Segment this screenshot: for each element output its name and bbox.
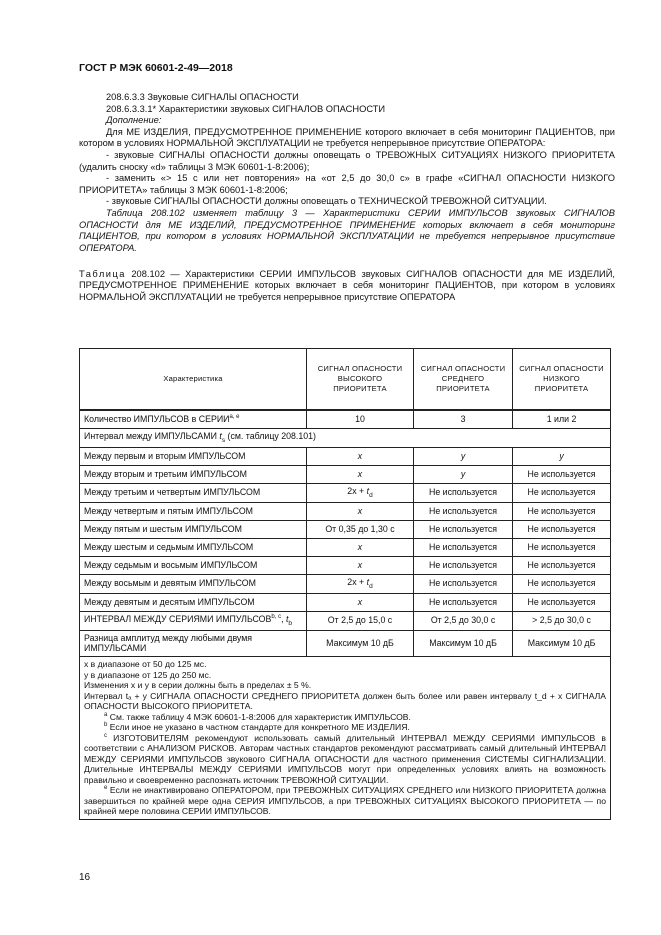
cell-high: 10 [307,410,414,429]
formula-sub: d [369,582,373,590]
cell-high: x [307,538,414,556]
interval-tail: (см. таблицу 208.101) [225,431,316,441]
body-text [79,92,615,303]
footnote-mark: е [104,785,108,792]
formula-text: 2x + [347,576,367,587]
table-row [80,447,611,465]
table-notes-row [80,657,611,819]
row-label-text: Количество ИМПУЛЬСОВ в СЕРИИ [84,414,230,424]
cell-medium: Не используется [414,520,513,538]
table-caption-label: Таблица [79,268,126,279]
cell-high: x [307,593,414,611]
paragraph-scope: Для МЕ ИЗДЕЛИЯ, ПРЕДУСМОТРЕННОЕ ПРИМЕНЕНИЕ которого включает в себя мониторинг ПАЦИЕНТОВ, при котором в условиях НОРМАЛЬНОЙ ЭКСПЛУАТАЦИИ не требуется непрерывное присутствие ОПЕРАТОРА: [79,126,615,149]
header-characteristic: Характеристика [80,349,307,411]
footnote-ref: а, е [229,414,240,421]
footnote-b [84,722,606,732]
interval-heading [80,429,611,448]
table-row [80,483,611,502]
standard-header: ГОСТ Р МЭК 60601-2-49—2018 [79,62,233,74]
row-label [80,410,307,429]
footnote-text: ИЗГОТОВИТЕЛЯМ рекомендуют использовать самый длительный ИНТЕРВАЛ МЕЖДУ СЕРИЯМИ ИМПУЛЬСОВ в соответствии с АНАЛИЗОМ РИСКОВ. Авторам частных стандартов рекомендуют рассматривать самый длительный ИНТЕРВАЛ МЕЖДУ СЕРИЯМИ ИМПУЛЬСОВ звукового СИГНАЛА ОПАСНОСТИ для частного применения СИСТЕМЫ СИГНАЛИЗАЦИИ. Длительные ИНТЕРВАЛЫ МЕЖДУ СЕРИЯМИ ИМПУЛЬСОВ могут при определенных условиях влиять на возможность правильно и своевременно распознать источник ТРЕВОЖНОЙ СИТУАЦИИ. [84,732,606,785]
formula-sub: d [369,491,373,499]
table-row [80,520,611,538]
cell-low: Не используется [513,556,611,574]
interval-text: Интервал между ИМПУЛЬСАМИ [84,431,220,441]
row-label: Между седьмым и восьмым ИМПУЛЬСОМ [80,556,307,574]
table-row [80,465,611,483]
cell-high: Максимум 10 дБ [307,630,414,657]
cell-medium: Не используется [414,483,513,502]
note-x-range: x в диапазоне от 50 до 125 мс. [84,659,207,670]
cell-medium: 3 [414,410,513,429]
clause-208-6-3-3-1: 208.6.3.3.1* Характеристики звуковых СИГНАЛОВ ОПАСНОСТИ [106,103,386,114]
table-caption-text: 208.102 — Характеристики СЕРИИ ИМПУЛЬСОВ звуковых СИГНАЛОВ ОПАСНОСТИ для МЕ ИЗДЕЛИЙ, ПРЕДУСМОТРЕННОЕ ПРИМЕНЕНИЕ которых включает в себя мониторинг ПАЦИЕНТОВ, при котором в условиях НОРМАЛЬНОЙ ЭКСПЛУАТАЦИИ не требуется непрерывное присутствие ОПЕРАТОРА [79,268,615,302]
pulse-characteristics-table [79,348,611,820]
table-row [80,593,611,611]
cell-low: 1 или 2 [513,410,611,429]
row-label: Между третьим и четвертым ИМПУЛЬСОМ [80,483,307,502]
footnote-text: См. также таблицу 4 МЭК 60601-1-8:2006 для характеристик ИМПУЛЬСОВ. [107,711,411,722]
cell-high: x [307,502,414,520]
cell-low: Не используется [513,593,611,611]
formula-sub: b [288,619,293,627]
cell-low: Не используется [513,520,611,538]
table-notes [80,657,611,819]
row-label: Между шестым и седьмым ИМПУЛЬСОМ [80,538,307,556]
row-label: Между пятым и шестым ИМПУЛЬСОМ [80,520,307,538]
paragraph-item-1: - звуковые СИГНАЛЫ ОПАСНОСТИ должны оповещать о ТРЕВОЖНЫХ СИТУАЦИЯХ НИЗКОГО ПРИОРИТЕТА (удалить сноску «d» таблицы 3 МЭК 60601-1-8:2006); [79,150,615,172]
row-label: ИНТЕРВАЛ МЕЖДУ СЕРИЯМИ ИМПУЛЬСОВ$^{b, c}$, $t_b$ [80,611,307,630]
footnote-a [84,712,606,722]
cell-medium: Не используется [414,556,513,574]
cell-low: y [513,447,611,465]
footnote-mark: с [104,733,107,739]
paragraph-table-note: Таблица 208.102 изменяет таблицу 3 — Характеристики СЕРИИ ИМПУЛЬСОВ звуковых СИГНАЛОВ ОПАСНОСТИ для МЕ ИЗДЕЛИЙ, ПРЕДУСМОТРЕННОЕ ПРИМЕНЕНИЕ которых включает в себя мониторинг ПАЦИЕНТОВ, при котором в условиях НОРМАЛЬНОЙ ЭКСПЛУАТАЦИИ не требуется непрерывное присутствие ОПЕРАТОРА. [79,208,615,253]
cell-low: Не используется [513,465,611,483]
row-label: Между девятым и десятым ИМПУЛЬСОМ [80,593,307,611]
footnote-mark: а [104,712,108,719]
interval-sub: s [221,436,226,444]
cell-low: Не используется [513,574,611,593]
cell-medium: От 2,5 до 30,0 с [414,611,513,630]
interval-var: t [219,431,222,441]
table-row [80,630,611,657]
note-variation: Изменения x и y в серии должны быть в пределах ± 5 %. [84,680,312,691]
row-label-text: ИНТЕРВАЛ МЕЖДУ СЕРИЯМИ ИМПУЛЬСОВ [84,613,272,624]
footnote-ref: b, c [271,613,282,620]
cell-high [307,574,414,593]
footnote-text: Если не инактивировано ОПЕРАТОРОМ, при ТРЕВОЖНЫХ СИТУАЦИЯХ СРЕДНЕГО или НИЗКОГО ПРИОРИТЕТА должна завершиться по крайней мере одна СЕРИЯ ИМПУЛЬСОВ, а при ТРЕВОЖНЫХ СИТУАЦИЯХ ВЫСОКОГО ПРИОРИТЕТА — по крайней мере половина СЕРИИ ИМПУЛЬСОВ. [84,785,606,817]
addition-label: Дополнение: [106,115,162,126]
row-label: Между вторым и третьим ИМПУЛЬСОМ [80,465,307,483]
table-row [80,502,611,520]
cell-medium: Максимум 10 дБ [414,630,513,657]
table-row-interval-heading [80,429,611,448]
cell-high: От 0,35 до 1,30 с [307,520,414,538]
cell-high: x [307,556,414,574]
formula-var: t [366,485,370,496]
table-caption [79,269,615,304]
cell-medium: y [414,465,513,483]
cell-high: x [307,465,414,483]
table-row [80,556,611,574]
cell-low: Не используется [513,483,611,502]
cell-medium: y [414,447,513,465]
row-label: Между четвертым и пятым ИМПУЛЬСОМ [80,502,307,520]
paragraph-item-3: - звуковые СИГНАЛЫ ОПАСНОСТИ должны оповещать о ТЕХНИЧЕСКОЙ ТРЕВОЖНОЙ СИТУАЦИИ. [106,196,547,207]
footnote-c [84,733,606,785]
formula-var: t [366,576,370,587]
cell-low: Не используется [513,538,611,556]
cell-high: От 2,5 до 15,0 с [307,611,414,630]
header-low-priority: СИГНАЛ ОПАСНОСТИ НИЗКОГО ПРИОРИТЕТА [513,349,611,411]
footnote-mark: b [104,722,108,729]
cell-medium: Не используется [414,502,513,520]
cell-low: Не используется [513,502,611,520]
cell-low: Максимум 10 дБ [513,630,611,657]
cell-high: x [307,447,414,465]
formula-var: t [285,613,289,624]
table-header-row [80,349,611,411]
footnote-e [84,785,606,816]
table-row [80,611,611,630]
table-row [80,410,611,429]
footnote-text: Если иное не указано в частном стандарте для конкретного МЕ ИЗДЕЛИЯ. [107,722,410,733]
row-label: Между первым и вторым ИМПУЛЬСОМ [80,447,307,465]
table-row [80,574,611,593]
table-row [80,538,611,556]
row-label: Разница амплитуд между любыми двумя ИМПУЛЬСАМИ [80,630,307,657]
header-high-priority: СИГНАЛ ОПАСНОСТИ ВЫСОКОГО ПРИОРИТЕТА [307,349,414,411]
header-medium-priority: СИГНАЛ ОПАСНОСТИ СРЕДНЕГО ПРИОРИТЕТА [414,349,513,411]
clause-208-6-3-3: 208.6.3.3 Звуковые СИГНАЛЫ ОПАСНОСТИ [106,92,299,102]
note-y-range: y в диапазоне от 125 до 250 мс. [84,669,212,680]
cell-low: > 2,5 до 30,0 с [513,611,611,630]
cell-medium: Не используется [414,538,513,556]
row-label: Между восьмым и девятым ИМПУЛЬСОМ [80,574,307,593]
page-number: 16 [79,872,91,883]
cell-high [307,483,414,502]
paragraph-item-2: - заменить «> 15 с или нет повторения» на «от 2,5 до 30,0 с» в графе «СИГНАЛ ОПАСНОСТИ НИЗКОГО ПРИОРИТЕТА» таблицы 3 МЭК 60601-1-8:2006; [79,173,615,195]
formula-text: 2x + [347,485,367,496]
cell-medium: Не используется [414,574,513,593]
note-interval-relation: Интервал tₐ + y СИГНАЛА ОПАСНОСТИ СРЕДНЕГО ПРИОРИТЕТА должен быть более или равен интервалу t_d + x СИГНАЛА ОПАСНОСТИ ВЫСОКОГО ПРИОРИТЕТА. [84,690,606,712]
cell-medium: Не используется [414,593,513,611]
